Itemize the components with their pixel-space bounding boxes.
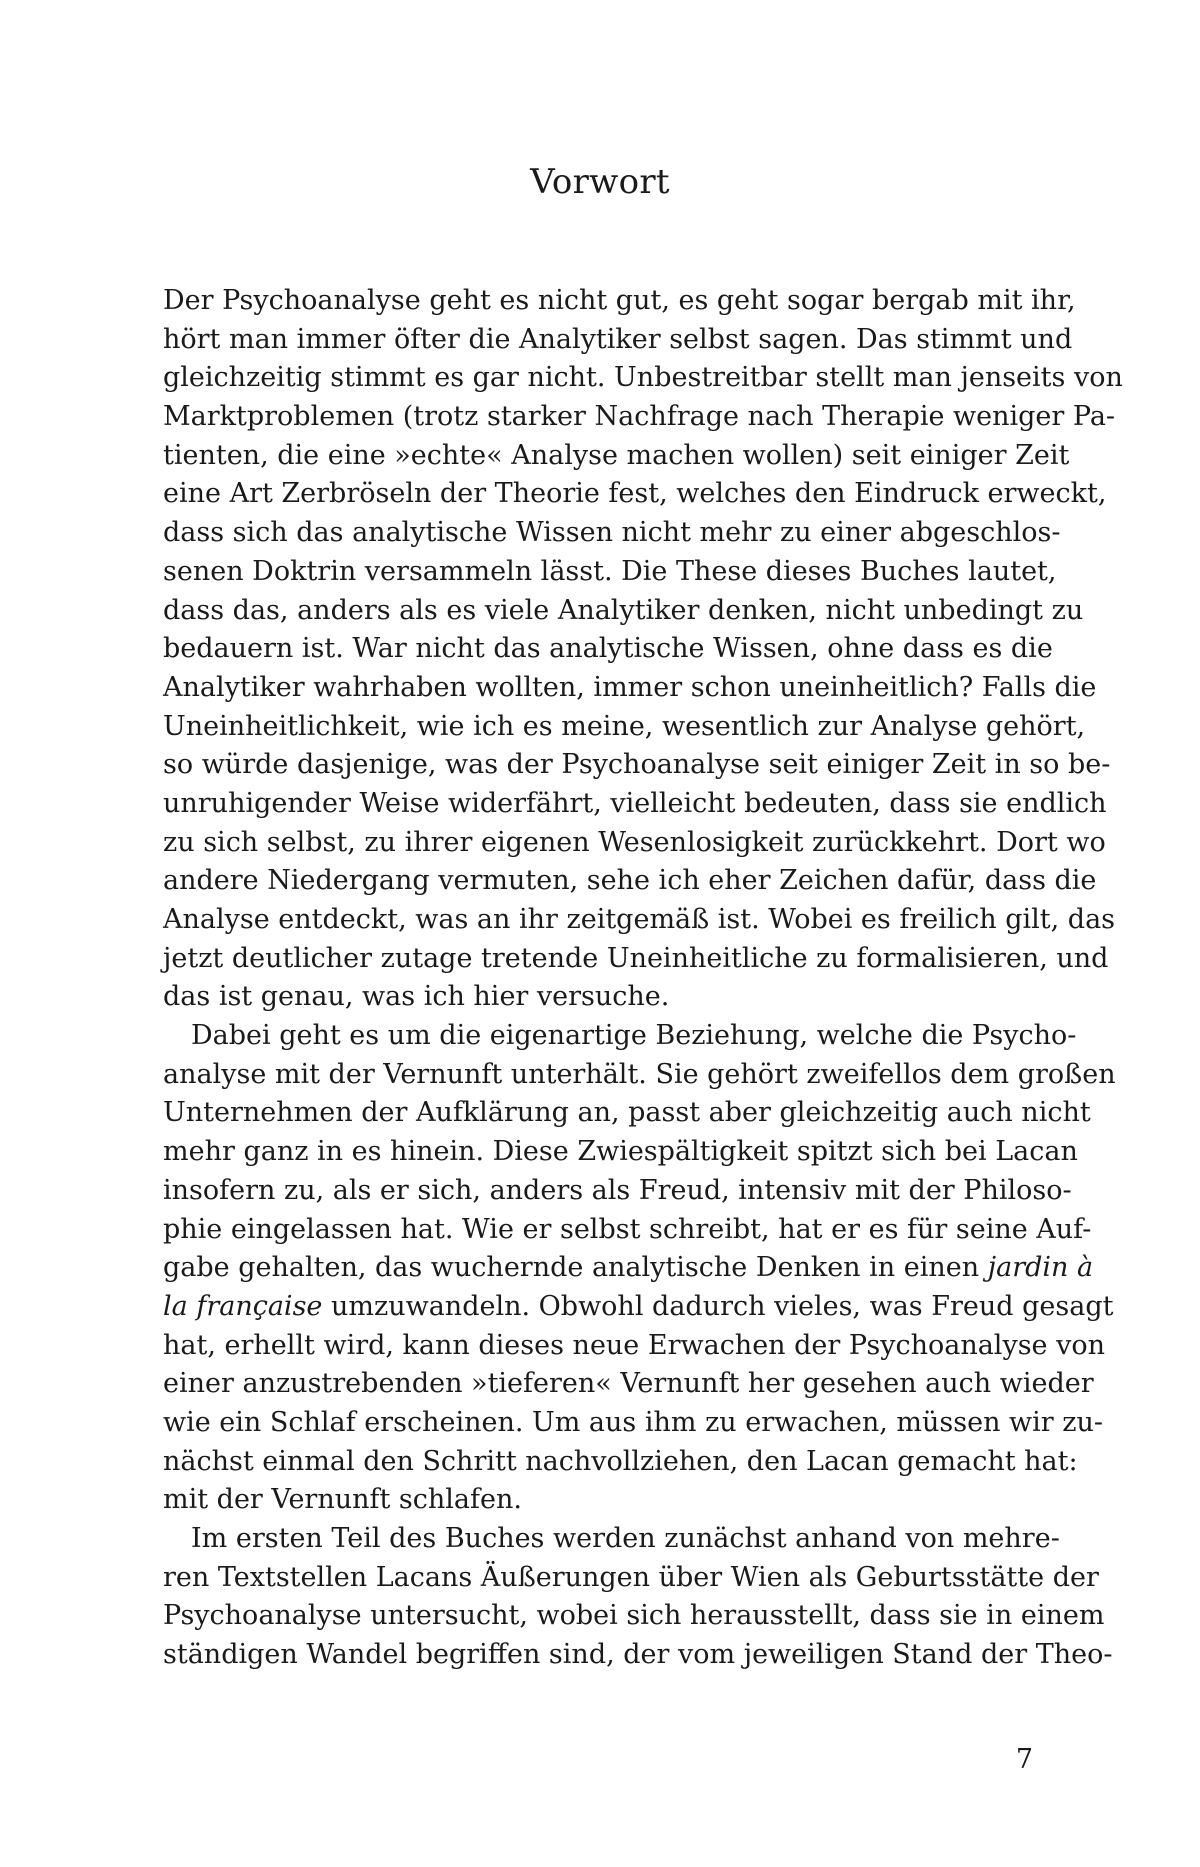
text-line: das ist genau, was ich hier versuche. [163,981,670,1013]
text-line: Analytiker wahrhaben wollten, immer schon uneinheitlich? Falls die [163,671,1097,703]
text-segment: gabe gehalten, das wuchernde analytische Denken in einen [163,1252,988,1284]
text-line: hört man immer öfter die Analytiker selbst sagen. Das stimmt und [163,323,1073,355]
text-line: dass sich das analytische Wissen nicht mehr zu einer abgeschlos- [163,517,1061,549]
italic-prefix: la [163,1290,197,1322]
text-line: tienten, die eine »echte« Analyse machen wollen) seit einiger Zeit [163,439,1070,471]
text-line: Dabei geht es um die eigenartige Beziehung, welche die Psycho- [191,1020,1077,1052]
text-line: jetzt deutlicher zutage tretende Uneinheitliche zu formalisieren, und [163,942,1109,974]
italic-phrase: jardin à [987,1252,1094,1284]
body-text [163,282,1123,1675]
text-line: phie eingelassen hat. Wie er selbst schreibt, hat er es für seine Auf- [163,1213,1092,1245]
text-line: mehr ganz in es hinein. Diese Zwiespältigkeit spitzt sich bei Lacan [163,1136,1078,1168]
text-line: nächst einmal den Schritt nachvollziehen, den Lacan gemacht hat: [163,1445,1078,1477]
text-line: andere Niedergang vermuten, sehe ich eher Zeichen dafür, dass die [163,865,1097,897]
text-line: hat, erhellt wird, kann dieses neue Erwachen der Psychoanalyse von [163,1329,1106,1361]
text-line: unruhigender Weise widerfährt, vielleicht bedeuten, dass sie endlich [163,787,1107,819]
text-line: analyse mit der Vernunft unterhält. Sie gehört zweifellos dem großen [163,1058,1116,1090]
text-line: zu sich selbst, zu ihrer eigenen Wesenlosigkeit zurückkehrt. Dort wo [163,826,1106,858]
paragraph-3 [163,1520,1113,1675]
text-line: Im ersten Teil des Buches werden zunächst anhand von mehre- [191,1523,1060,1554]
text-line: gleichzeitig stimmt es gar nicht. Unbestreitbar stellt man jenseits von [163,362,1123,394]
text-line: ständigen Wandel begriffen sind, der vom jeweiligen Stand der Theo- [163,1639,1113,1671]
paragraph-2 [163,1017,1116,1520]
italic-phrase [163,1291,322,1322]
text-line: Analyse entdeckt, was an ihr zeitgemäß ist. Wobei es freilich gilt, das [163,904,1116,935]
text-line: Marktproblemen (trotz starker Nachfrage nach Therapie weniger Pa- [163,401,1116,433]
text-line: Unternehmen der Aufklärung an, passt aber gleichzeitig auch nicht [163,1097,1091,1129]
paragraph-1 [163,282,1123,1017]
text-line: ren Textstellen Lacans Äußerungen über Wien als Geburtsstätte der [163,1561,1099,1593]
chapter-heading: Vorwort [530,162,670,202]
page-number: 7 [1015,1744,1033,1775]
text-line: mit der Vernunft schlafen. [163,1484,522,1516]
text-line [163,1249,1094,1288]
text-line: bedauern ist. War nicht das analytische Wissen, ohne dass es die [163,633,1053,665]
text-line: Uneinheitlichkeit, wie ich es meine, wesentlich zur Analyse gehört, [163,710,1086,742]
text-line: eine Art Zerbröseln der Theorie fest, welches den Eindruck erweckt, [163,478,1107,510]
text-line: senen Doktrin versammeln lässt. Die These dieses Buches lautet, [163,555,1057,587]
text-line: Der Psychoanalyse geht es nicht gut, es geht sogar bergab mit ihr, [163,285,1076,316]
text-line [163,1288,1114,1327]
text-line: so würde dasjenige, was der Psychoanalyse seit einiger Zeit in so be- [163,749,1111,781]
text-segment: umzuwandeln. Obwohl dadurch vieles, was Freud gesagt [322,1290,1114,1322]
text-line: dass das, anders als es viele Analytiker denken, nicht unbedingt zu [163,594,1084,626]
text-line: wie ein Schlaf erscheinen. Um aus ihm zu erwachen, müssen wir zu- [163,1406,1104,1438]
italic-word: française [196,1290,323,1322]
text-line: Psychoanalyse untersucht, wobei sich herausstellt, dass sie in einem [163,1600,1105,1632]
text-line: insofern zu, als er sich, anders als Freud, intensiv mit der Philoso- [163,1174,1072,1206]
text-line: einer anzustrebenden »tieferen« Vernunft her gesehen auch wieder [163,1368,1094,1400]
